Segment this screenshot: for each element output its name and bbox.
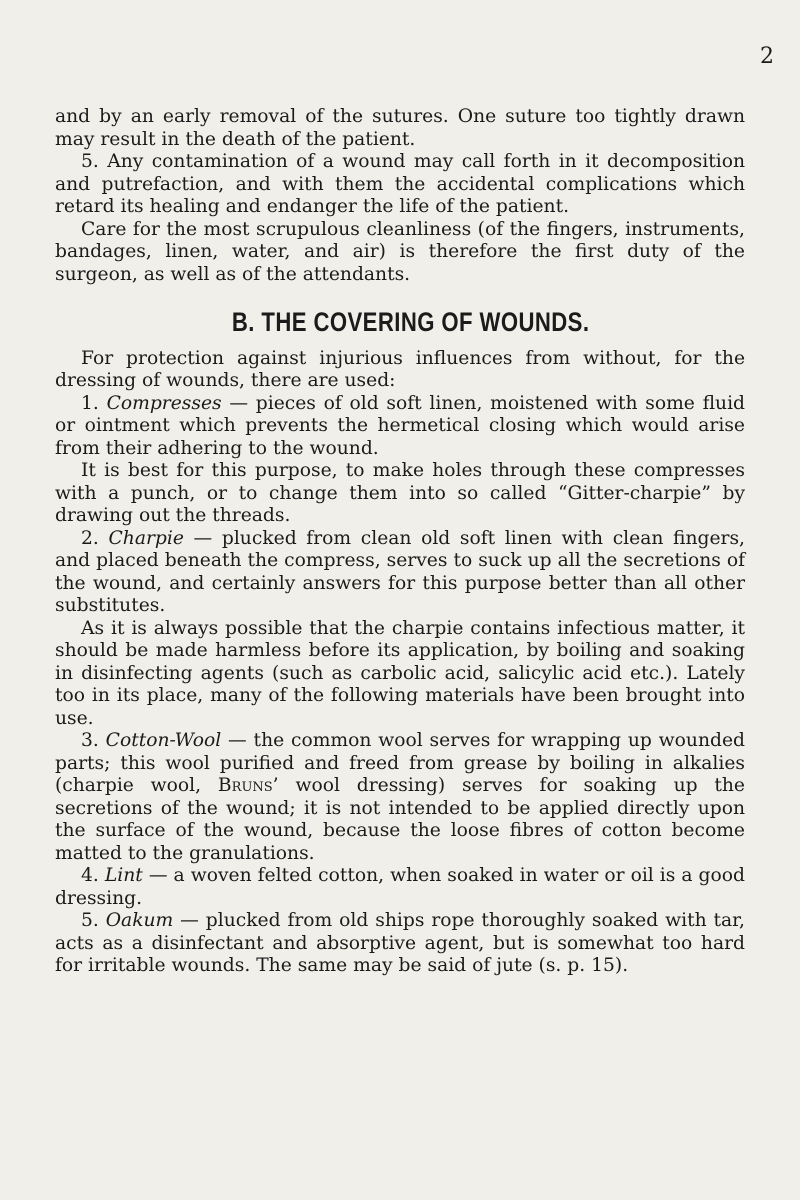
proper-name: Bruns’ (217, 775, 279, 796)
item-text: — plucked from clean old soft linen with clean fingers, and placed beneath the compress, serves to suck up all the secretions of the wound, and certainly answers for this purpose better than all other substitutes. (55, 527, 745, 616)
paragraph: and by an early removal of the sutures. One suture too tightly drawn may result in the death of the patient. (55, 106, 745, 150)
list-item (55, 865, 745, 910)
paragraph: As it is always possible that the charpie contains infectious matter, it should be made harmless before its application, by boiling and soaking in disinfecting agents (such as carbolic acid, salicylic acid etc.). Lately too in its place, many of the following materials have been brought into use. (55, 617, 745, 729)
section-heading: B. THE COVERING OF WOUNDS. (231, 307, 590, 337)
page-number: 2 (760, 44, 774, 69)
item-number: 3. (81, 730, 106, 751)
paragraph: 5. Any contamination of a wound may call forth in it decomposition and putrefaction, and with them the accidental complications which retard its healing and endanger the life of the patient. (55, 151, 745, 217)
item-number: 4. (81, 865, 105, 886)
item-number: 5. (81, 910, 106, 931)
item-term: Lint (104, 865, 143, 886)
paragraph: For protection against injurious influences from without, for the dressing of wounds, there are used: (55, 347, 745, 391)
item-term: Charpie (108, 527, 184, 549)
item-term: Oakum (105, 910, 174, 931)
page-body (55, 106, 745, 978)
item-term: Compresses (106, 392, 222, 414)
paragraph: Care for the most scrupulous cleanliness (of the fingers, instruments, bandages, linen, water, and air) is therefore the first duty of the surgeon, as well as of the attendants. (55, 218, 745, 285)
paragraph: It is best for this purpose, to make holes through these compresses with a punch, or to change them into so called “Gitter-charpie” by drawing out the threads. (55, 460, 745, 526)
item-text: — plucked from old ships rope thoroughly soaked with tar, acts as a disinfectant and absorptive agent, but is somewhat too hard for irritable wounds. The same may be said of jute (s. p. 15). (55, 910, 745, 976)
item-text: wool dressing) serves for soaking up the secretions of the wound; it is not intended to be applied directly upon the surface of the wound, because the loose fibres of cotton become matted to the granulations. (55, 775, 745, 864)
item-number: 2. (81, 527, 109, 549)
list-item (55, 528, 745, 618)
item-text: — pieces of old soft linen, moistened with some fluid or ointment which prevents the hermetical closing which would arise from their adhering to the wound. (55, 392, 746, 459)
item-text: — a woven felted cotton, when soaked in water or oil is a good dressing. (55, 865, 745, 909)
list-item (55, 910, 745, 978)
list-item (55, 393, 745, 461)
list-item (55, 730, 745, 865)
item-number: 1. (81, 392, 107, 414)
item-text: — the common wool serves for wrapping up wounded parts; this wool purified and freed from grease by boiling in alkalies (charpie wool, (55, 730, 745, 796)
item-term: Cotton-Wool (105, 730, 222, 751)
